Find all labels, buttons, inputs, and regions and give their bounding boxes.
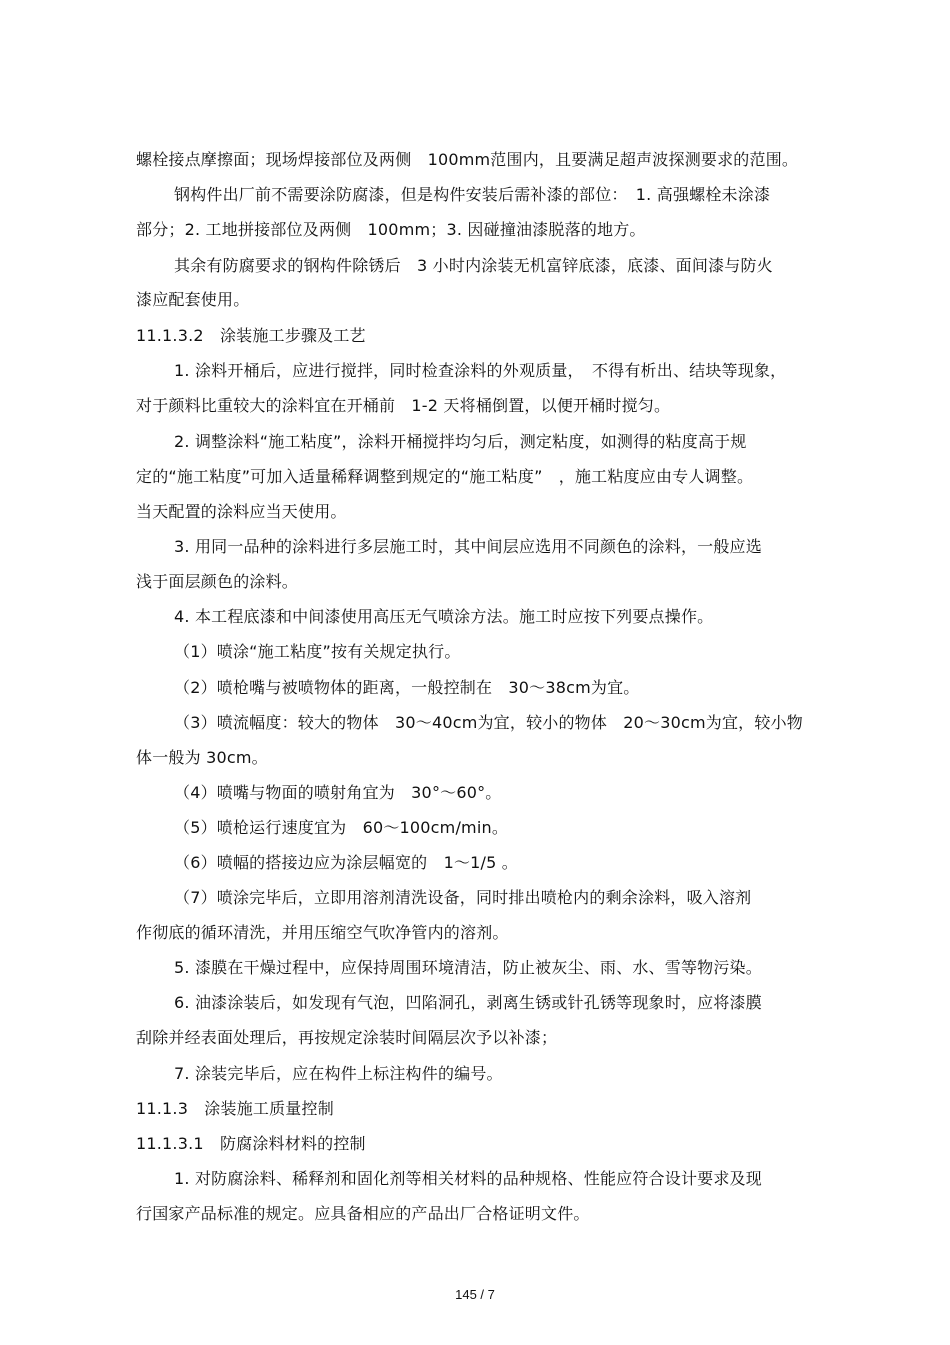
section-heading: 11.1.3 涂装施工质量控制 <box>136 1099 334 1118</box>
paragraph-line: 定的“施工粘度”可加入适量稀释调整到规定的“施工粘度” ，施工粘度应由专人调整。 <box>136 467 754 486</box>
list-item: 作彻底的循环清洗，并用压缩空气吹净管内的溶剂。 <box>136 923 509 942</box>
page-number: 145 / 7 <box>455 1287 495 1302</box>
paragraph-line: 钢构件出厂前不需要涂防腐漆，但是构件安装后需补漆的部位： 1. 高强螺栓未涂漆 <box>174 185 771 204</box>
paragraph-line: 部分；2. 工地拼接部位及两侧 100mm；3. 因碰撞油漆脱落的地方。 <box>136 220 646 239</box>
paragraph-line: 1. 对防腐涂料、稀释剂和固化剂等相关材料的品种规格、性能应符合设计要求及现 <box>174 1169 762 1188</box>
list-item: （4）喷嘴与物面的喷射角宜为 30°～60°。 <box>174 783 502 802</box>
paragraph-line: 对于颜料比重较大的涂料宜在开桶前 1-2 天将桶倒置，以便开桶时搅匀。 <box>136 396 671 415</box>
paragraph-line: 螺栓接点摩擦面；现场焊接部位及两侧 100mm范围内，且要满足超声波探测要求的范围。 <box>136 150 799 169</box>
paragraph-line: 当天配置的涂料应当天使用。 <box>136 502 347 521</box>
paragraph-line: 4. 本工程底漆和中间漆使用高压无气喷涂方法。施工时应按下列要点操作。 <box>174 607 714 626</box>
paragraph-line: 浅于面层颜色的涂料。 <box>136 572 299 591</box>
paragraph-line: 3. 用同一品种的涂料进行多层施工时，其中间层应选用不同颜色的涂料，一般应选 <box>174 537 762 556</box>
list-item: （1）喷涂“施工粘度”按有关规定执行。 <box>174 642 461 661</box>
list-item: （2）喷枪嘴与被喷物体的距离，一般控制在 30～38cm为宜。 <box>174 678 640 697</box>
paragraph-line: 漆应配套使用。 <box>136 290 250 309</box>
list-item: （3）喷流幅度：较大的物体 30～40cm为宜，较小的物体 20～30cm为宜，较小物 <box>174 713 803 732</box>
list-item: （5）喷枪运行速度宜为 60～100cm/min。 <box>174 818 509 837</box>
paragraph-line: 7. 涂装完毕后，应在构件上标注构件的编号。 <box>174 1064 503 1083</box>
paragraph-line: 行国家产品标准的规定。应具备相应的产品出厂合格证明文件。 <box>136 1204 590 1223</box>
paragraph-line: 其余有防腐要求的钢构件除锈后 3 小时内涂装无机富锌底漆，底漆、面间漆与防火 <box>174 256 773 275</box>
list-item: 体一般为 30cm。 <box>136 748 268 767</box>
paragraph-line: 6. 油漆涂装后，如发现有气泡，凹陷洞孔，剥离生锈或针孔锈等现象时，应将漆膜 <box>174 993 762 1012</box>
paragraph-line: 2. 调整涂料“施工粘度”，涂料开桶搅拌均匀后，测定粘度，如测得的粘度高于规 <box>174 432 747 451</box>
paragraph-line: 5. 漆膜在干燥过程中，应保持周围环境清洁，防止被灰尘、雨、水、雪等物污染。 <box>174 958 762 977</box>
section-heading: 11.1.3.1 防腐涂料材料的控制 <box>136 1134 366 1153</box>
paragraph-line: 刮除并经表面处理后，再按规定涂装时间隔层次予以补漆； <box>136 1028 558 1047</box>
section-heading: 11.1.3.2 涂装施工步骤及工艺 <box>136 326 366 345</box>
paragraph-line: 1. 涂料开桶后，应进行搅拌，同时检查涂料的外观质量， 不得有析出、结块等现象， <box>174 361 787 380</box>
list-item: （6）喷幅的搭接边应为涂层幅宽的 1～1/5 。 <box>174 853 518 872</box>
list-item: （7）喷涂完毕后，立即用溶剂清洗设备，同时排出喷枪内的剩余涂料，吸入溶剂 <box>174 888 752 907</box>
